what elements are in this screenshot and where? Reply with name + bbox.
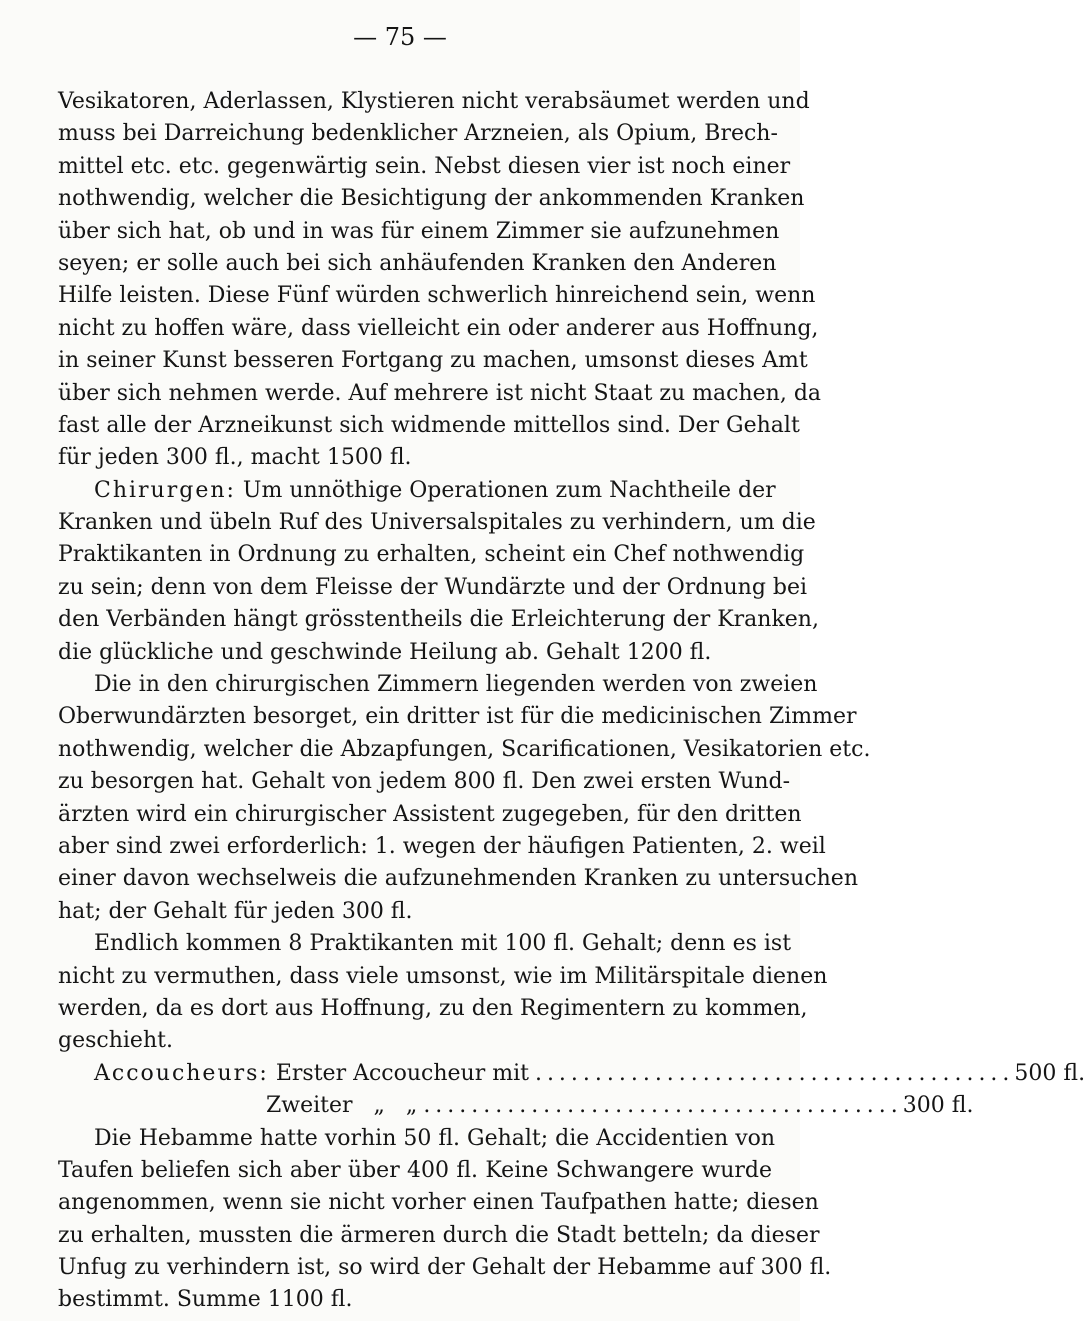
text-line: ärzten wird ein chirurgischer Assistent zugegeben, für den dritten	[58, 801, 802, 827]
text-line: zu erhalten, mussten die ärmeren durch die Stadt betteln; da dieser	[58, 1222, 820, 1248]
text-line: Vesikatoren, Aderlassen, Klystieren nicht verabsäumet werden und	[58, 89, 810, 114]
text-line: den Verbänden hängt grösstentheils die Erleichterung der Kranken,	[58, 607, 819, 633]
paragraph-oberwundaerzte	[58, 669, 871, 928]
list-item	[58, 1090, 974, 1122]
text-line: mittel etc. etc. gegenwärtig sein. Nebst diesen vier ist noch einer	[58, 153, 791, 179]
text-line: einer davon wechselweis die aufzunehmenden Kranken zu untersuchen	[58, 866, 858, 892]
text-line: in seiner Kunst besseren Fortgang zu machen, umsonst dieses Amt	[58, 348, 808, 374]
text-line: nothwendig, welcher die Besichtigung der ankommenden Kranken	[58, 186, 805, 212]
text-line: für jeden 300 fl., macht 1500 fl.	[58, 445, 412, 471]
list-item	[58, 1058, 1085, 1090]
text-line: muss bei Darreichung bedenklicher Arzneien, als Opium, Brech-	[58, 121, 778, 147]
text-line: nicht zu vermuthen, dass viele umsonst, wie im Militärspitale dienen	[58, 963, 828, 989]
text-line	[58, 475, 776, 507]
text-line: fast alle der Arzneikunst sich widmende mittellos sind. Der Gehalt	[58, 412, 800, 438]
list-item-amount: 300 fl.	[902, 1093, 974, 1119]
text-line: bestimmt. Summe 1100 fl.	[58, 1287, 353, 1313]
accoucheurs-list	[58, 1058, 1085, 1123]
list-item-amount: 500 fl.	[1014, 1060, 1085, 1086]
text-line: zu besorgen hat. Gehalt von jedem 800 fl. Den zwei ersten Wund-	[58, 769, 791, 795]
text-line: Taufen beliefen sich aber über 400 fl. Keine Schwangere wurde	[58, 1157, 772, 1183]
text-line: angenommen, wenn sie nicht vorher einen Taufpathen hatte; diesen	[58, 1190, 819, 1216]
list-item-label: Zweiter „ „	[266, 1093, 418, 1119]
dot-leader	[423, 1090, 896, 1122]
text-line: zu sein; denn von dem Fleisse der Wundärzte und der Ordnung bei	[58, 574, 808, 600]
list-item-label	[94, 1058, 529, 1090]
text-line: Die in den chirurgischen Zimmern liegenden werden von zweien	[94, 672, 818, 698]
text-line: über sich hat, ob und in was für einem Zimmer sie aufzunehmen	[58, 218, 780, 244]
text-line: Die Hebamme hatte vorhin 50 fl. Gehalt; die Accidentien von	[94, 1125, 776, 1151]
text-line: über sich nehmen werde. Auf mehrere ist nicht Staat zu machen, da	[58, 380, 822, 406]
paragraph-chirurgen	[58, 475, 819, 669]
text-line: Hilfe leisten. Diese Fünf würden schwerlich hinreichend sein, wenn	[58, 283, 816, 309]
text-line: seyen; er solle auch bei sich anhäufenden Kranken den Anderen	[58, 250, 777, 276]
section-heading-accoucheurs: Accoucheurs:	[94, 1060, 269, 1086]
list-item-text: Erster Accoucheur mit	[268, 1060, 529, 1086]
body-text	[58, 86, 1085, 1317]
text-line: Unfug zu verhindern ist, so wird der Gehalt der Hebamme auf 300 fl.	[58, 1255, 832, 1281]
paragraph-1	[58, 86, 822, 475]
text-line: Kranken und übeln Ruf des Universalspitales zu verhindern, um die	[58, 510, 816, 536]
page-number: — 75 —	[353, 23, 447, 51]
text-line: Praktikanten in Ordnung zu erhalten, scheint ein Chef nothwendig	[58, 542, 805, 568]
text-line-rest: Um unnöthige Operationen zum Nachtheile der	[235, 477, 776, 503]
text-line: nicht zu hoffen wäre, dass vielleicht ein oder anderer aus Hoffnung,	[58, 315, 819, 341]
text-line: hat; der Gehalt für jeden 300 fl.	[58, 898, 413, 924]
text-line: geschieht.	[58, 1028, 173, 1054]
text-line: Endlich kommen 8 Praktikanten mit 100 fl. Gehalt; denn es ist	[94, 931, 792, 957]
section-heading-chirurgen: Chirurgen:	[94, 477, 236, 503]
paragraph-praktikanten	[58, 928, 828, 1058]
text-line: die glückliche und geschwinde Heilung ab. Gehalt 1200 fl.	[58, 639, 712, 665]
text-line: Oberwundärzten besorget, ein dritter ist für die medicinischen Zimmer	[58, 704, 857, 730]
paragraph-hebamme	[58, 1123, 832, 1317]
dot-leader	[535, 1058, 1008, 1090]
text-line: werden, da es dort aus Hoffnung, zu den Regimentern zu kommen,	[58, 995, 808, 1021]
text-line: nothwendig, welcher die Abzapfungen, Scarificationen, Vesikatorien etc.	[58, 736, 871, 762]
text-line: aber sind zwei erforderlich: 1. wegen der häufigen Patienten, 2. weil	[58, 833, 826, 859]
